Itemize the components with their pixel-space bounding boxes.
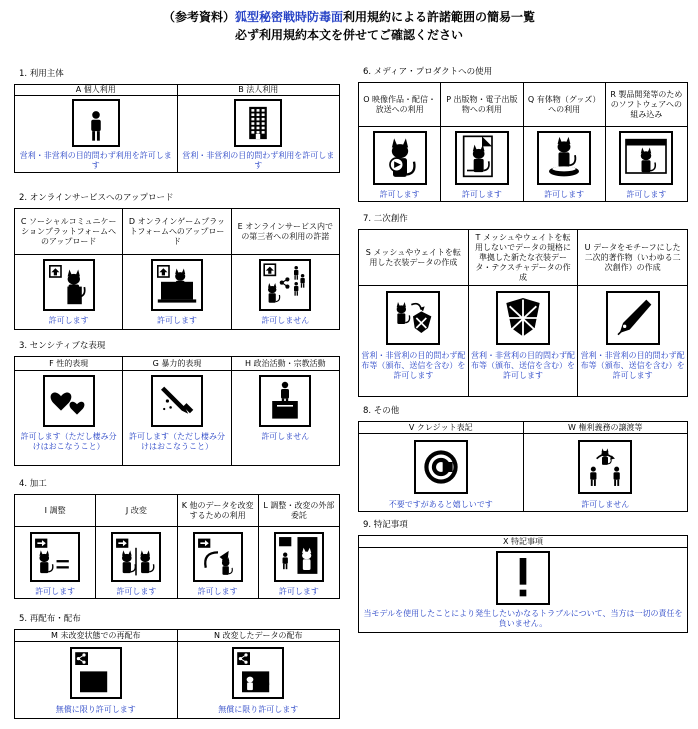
permission-grid <box>358 229 688 397</box>
permission-cell <box>15 630 177 718</box>
permission-status: 許可します <box>544 190 585 199</box>
icon-frame <box>15 642 177 704</box>
section-title: 8. その他 <box>363 406 400 416</box>
icon-frame <box>123 255 230 315</box>
permission-status: 許可します <box>197 587 238 596</box>
permission-status: 許可します <box>156 316 197 325</box>
section-media-products <box>358 67 688 202</box>
permission-cell <box>177 495 258 598</box>
permission-status: 許可しません <box>581 500 630 509</box>
permission-status: 営利・非営利の目的問わず利用を許可します <box>19 151 172 170</box>
section-online-upload <box>14 193 340 330</box>
section-derivative <box>358 214 688 397</box>
permission-cell <box>359 83 440 201</box>
permission-item-label: R 製品開発等のためのソフトウェアへの組み込み <box>606 83 687 127</box>
redistribute-icon <box>70 647 122 699</box>
permission-status: 許可しません <box>261 316 310 325</box>
permission-cell <box>177 630 340 718</box>
permission-grid <box>358 82 688 202</box>
permission-item-label: L 調整・改変の外部委託 <box>259 495 339 527</box>
section-other <box>358 406 688 512</box>
permission-grid <box>14 494 340 599</box>
permission-cell <box>577 230 687 396</box>
permission-grid <box>14 208 340 330</box>
icon-frame <box>359 286 468 350</box>
share-third-party-icon <box>259 259 311 311</box>
permission-status: 当モデルを使用したことにより発生したいかなるトラブルについて、当方は一切の責任を負いません。 <box>363 609 683 628</box>
icon-frame <box>259 527 339 586</box>
transfer-rights-icon <box>578 440 632 494</box>
permission-item-label: I 調整 <box>15 495 95 527</box>
permission-status: 許可します <box>278 587 319 596</box>
icon-frame <box>359 548 687 608</box>
permission-cell <box>359 422 523 511</box>
permission-grid <box>14 356 340 466</box>
exclamation-icon <box>496 551 550 605</box>
distribute-modified-icon <box>232 647 284 699</box>
permission-status: 許可します <box>626 190 667 199</box>
icon-frame <box>524 127 605 189</box>
permission-item-label: Q 有体物（グッズ）への利用 <box>524 83 605 127</box>
building-icon <box>234 99 282 147</box>
permission-item-label: J 改変 <box>96 495 176 527</box>
permission-cell <box>359 536 687 632</box>
adjust-icon <box>30 532 80 582</box>
person-icon <box>72 99 120 147</box>
doc-title: （参考資料）狐型秘密戦時防毒面利用規約による許諾範囲の簡易一覧 <box>162 10 536 24</box>
permission-cell <box>15 495 95 598</box>
permission-status: 不要ですがあると嬉しいです <box>388 500 493 509</box>
new-costume-icon <box>496 291 550 345</box>
permission-item-label: T メッシュやウェイトを転用しないでデータの規格に準拠した新たな衣装データ・テクスチャデータの作成 <box>469 230 578 286</box>
doc-subtitle: 必ず利用規約本文を併せてご確認ください <box>234 28 463 42</box>
permission-status: 許可します <box>35 587 76 596</box>
outsource-icon <box>274 532 324 582</box>
permission-item-label: M 未改変状態での再配布 <box>15 630 177 642</box>
permission-status: 無償に限り許可します <box>218 705 299 714</box>
section-usage-subject <box>14 69 340 173</box>
hearts-icon <box>43 375 95 427</box>
permission-item-label: P 出版物・電子出版物への利用 <box>441 83 522 127</box>
section-sensitive <box>14 341 340 466</box>
icon-frame <box>123 371 230 431</box>
section-title: 6. メディア・プロダクトへの使用 <box>363 67 493 77</box>
permission-cell <box>231 209 339 329</box>
permission-cell <box>468 230 578 396</box>
permission-status: 許可します <box>461 190 502 199</box>
permission-status: 許可しません <box>261 432 310 441</box>
permission-grid <box>14 84 340 173</box>
permission-item-label: V クレジット表記 <box>359 422 523 434</box>
icon-frame <box>359 127 440 189</box>
icon-frame <box>441 127 522 189</box>
icon-frame <box>606 127 687 189</box>
permission-status: 許可します（ただし棲み分けはおこなうこと） <box>20 432 117 451</box>
section-processing <box>14 479 340 599</box>
section-title: 9. 特記事項 <box>363 520 408 530</box>
permission-status: 許可します（ただし棲み分けはおこなうこと） <box>128 432 225 451</box>
permission-status: 許可します <box>379 190 420 199</box>
icon-frame <box>15 371 122 431</box>
section-title: 4. 加工 <box>19 479 47 489</box>
permission-grid <box>358 421 688 512</box>
permission-cell <box>122 357 230 465</box>
permission-cell <box>523 422 688 511</box>
icon-frame <box>178 642 340 704</box>
icon-frame <box>15 96 177 150</box>
section-title: 3. センシティブな表現 <box>19 341 106 351</box>
permission-cell <box>440 83 522 201</box>
permission-status: 営利・非営利の目的問わず配布等（頒布、送信を含む）を許可します <box>471 351 575 380</box>
permission-cell <box>15 357 122 465</box>
icon-frame <box>178 527 258 586</box>
icon-frame <box>232 371 339 431</box>
permission-item-label: U データをモチーフにした二次的著作物（いわゆる二次創作）の作成 <box>578 230 687 286</box>
permission-status: 営利・非営利の目的問わず配布等（頒布、送信を含む）を許可します <box>580 351 685 380</box>
goods-icon <box>537 131 591 185</box>
permission-item-label: C ソーシャルコミュニケーションプラットフォームへのアップロード <box>15 209 122 255</box>
permission-item-label: O 映像作品・配信・放送への利用 <box>359 83 440 127</box>
section-title: 7. 二次創作 <box>363 214 408 224</box>
permission-item-label: H 政治活動・宗教活動 <box>232 357 339 371</box>
permission-item-label: N 改変したデータの配布 <box>178 630 340 642</box>
knife-icon <box>151 375 203 427</box>
permission-item-label: E オンラインサービス内での第三者への利用の許諾 <box>232 209 339 255</box>
permission-status: 営利・非営利の目的問わず利用を許可します <box>182 151 335 170</box>
publication-icon <box>455 131 509 185</box>
permission-cell <box>258 495 339 598</box>
upload-game-icon <box>151 259 203 311</box>
other-data-icon <box>193 532 243 582</box>
section-title: 2. オンラインサービスへのアップロード <box>19 193 174 203</box>
icon-frame <box>359 434 523 499</box>
icon-frame <box>15 527 95 586</box>
icon-frame <box>232 255 339 315</box>
permission-cell <box>15 85 177 172</box>
permission-item-label: W 権利義務の譲渡等 <box>524 422 688 434</box>
permission-status: 無償に限り許可します <box>55 705 136 714</box>
permission-item-label: K 他のデータを改変するための利用 <box>178 495 258 527</box>
permission-item-label: G 暴力的表現 <box>123 357 230 371</box>
icon-frame <box>578 286 687 350</box>
permission-item-label: F 性的表現 <box>15 357 122 371</box>
permission-status: 営利・非営利の目的問わず配布等（頒布、送信を含む）を許可します <box>361 351 466 380</box>
permission-status: 許可します <box>48 316 89 325</box>
permission-item-label: X 特記事項 <box>359 536 687 548</box>
section-title: 5. 再配布・配布 <box>19 614 81 624</box>
icon-frame <box>96 527 176 586</box>
software-icon <box>619 131 673 185</box>
permission-item-label: D オンラインゲームプラットフォームへのアップロード <box>123 209 230 255</box>
pen-icon <box>606 291 660 345</box>
icon-frame <box>524 434 688 499</box>
section-special-notes <box>358 520 688 633</box>
section-title: 1. 利用主体 <box>19 69 64 79</box>
copyright-icon <box>414 440 468 494</box>
icon-frame <box>15 255 122 315</box>
permission-cell <box>95 495 176 598</box>
permission-cell <box>231 357 339 465</box>
video-icon <box>373 131 427 185</box>
podium-icon <box>259 375 311 427</box>
permission-item-label: A 個人利用 <box>15 85 177 96</box>
permission-cell <box>122 209 230 329</box>
icon-frame <box>178 96 340 150</box>
permission-cell <box>15 209 122 329</box>
permission-cell <box>359 230 468 396</box>
permission-cell <box>523 83 605 201</box>
permission-grid <box>14 629 340 719</box>
costume-transfer-icon <box>386 291 440 345</box>
permission-item-label: B 法人利用 <box>178 85 340 96</box>
section-redistribution <box>14 614 340 719</box>
permission-status: 許可します <box>116 587 157 596</box>
permission-item-label: S メッシュやウェイトを転用した衣装データの作成 <box>359 230 468 286</box>
permission-cell <box>177 85 340 172</box>
upload-sns-icon <box>43 259 95 311</box>
icon-frame <box>469 286 578 350</box>
permission-grid <box>358 535 688 633</box>
permission-cell <box>605 83 687 201</box>
modify-icon <box>111 532 161 582</box>
